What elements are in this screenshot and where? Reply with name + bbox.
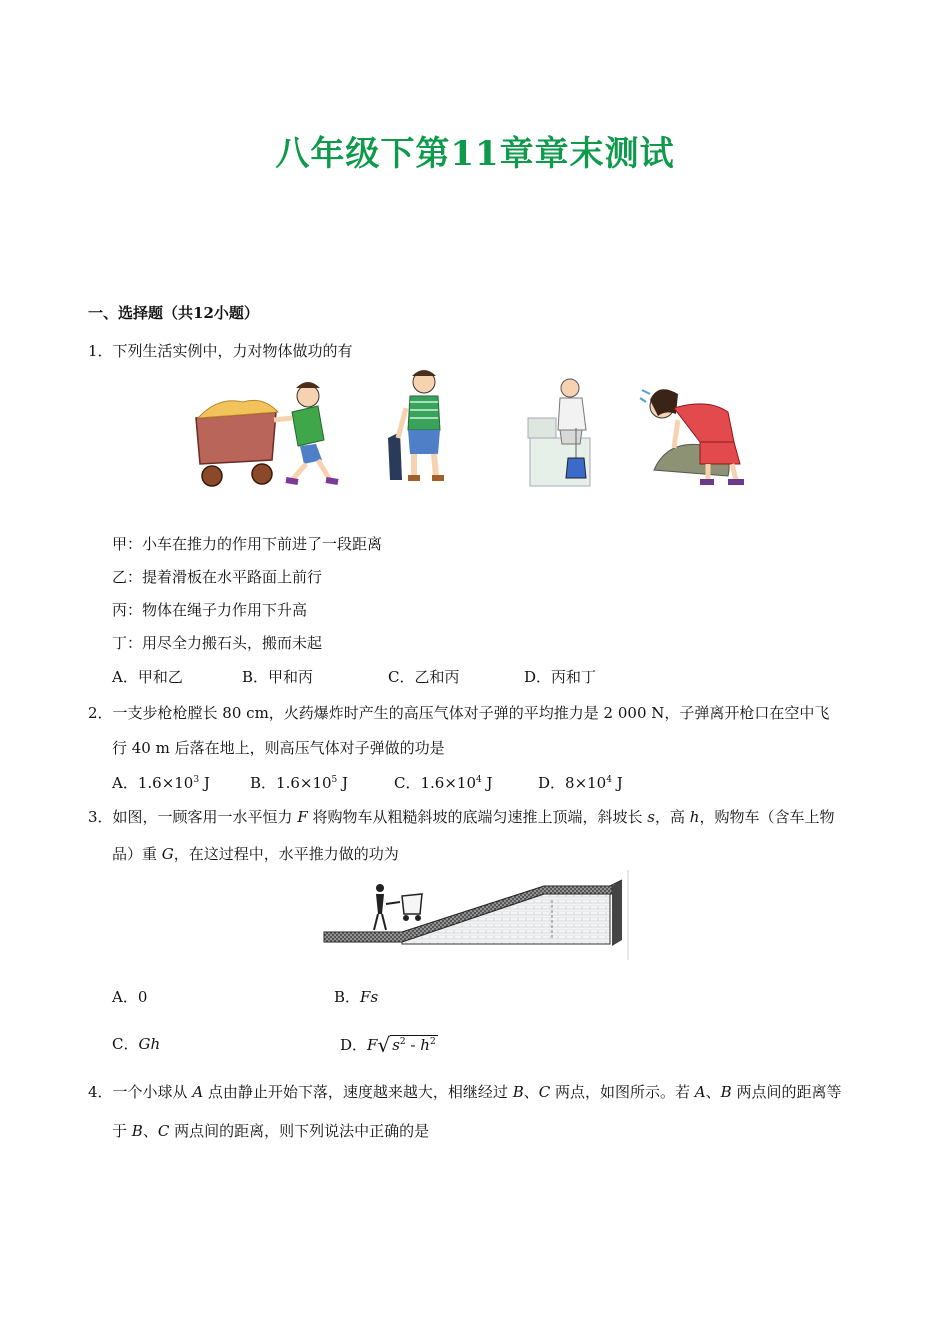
q2-stem-line1: 2．一支步枪枪膛长 80 cm，火药爆炸时产生的高压气体对子弹的平均推力是 2 000 N，子弹离开枪口在空中飞 bbox=[88, 704, 830, 722]
q1-item-ding: 丁：用尽全力搬石头，搬而未起 bbox=[112, 634, 323, 652]
q3-stem-line1: 3．如图，一顾客用一水平恒力 F 将购物车从粗糙斜坡的底端匀速推上顶端，斜坡长 s，高 h，购物车（含车上物 bbox=[88, 808, 835, 826]
q1-option-a: A．甲和乙 bbox=[112, 668, 183, 686]
q3-option-c: C．Gh bbox=[112, 1035, 161, 1053]
q1-illustrations bbox=[188, 368, 758, 492]
q3-option-d: D．F√ $s^2 - h^2$ bbox=[340, 1033, 436, 1057]
q3-ramp-figure bbox=[322, 870, 632, 962]
q1-item-bing: 丙：物体在绳子力作用下升高 bbox=[112, 601, 308, 619]
section-heading: 一、选择题（共12小题） bbox=[88, 304, 259, 322]
q4-stem-line1: 4．一个小球从 A 点由静止开始下落，速度越来越大，相继经过 B、C 两点，如图所示。若 A、B 两点间的距离等 bbox=[88, 1083, 842, 1101]
q3-stem-line2: 品）重 G，在这过程中，水平推力做的功为 bbox=[112, 845, 399, 863]
rope-lifting-figure bbox=[528, 379, 590, 486]
q4-stem-line2: 于 B、C 两点间的距离，则下列说法中正确的是 bbox=[112, 1122, 430, 1140]
q1-item-jia: 甲：小车在推力的作用下前进了一段距离 bbox=[112, 535, 383, 553]
q2-option-a: A．$1.6\times 10^3$ J bbox=[112, 774, 210, 792]
cart-pushing-figure bbox=[196, 382, 338, 486]
q3-option-b: B．Fs bbox=[334, 988, 379, 1006]
q1-stem: 1．下列生活实例中，力对物体做功的有 bbox=[88, 342, 353, 360]
skateboard-carrying-figure bbox=[388, 370, 444, 480]
q3-option-a: A．0 bbox=[112, 988, 148, 1006]
q2-stem-line2: 行 40 m 后落在地上，则高压气体对子弹做的功是 bbox=[112, 739, 445, 757]
q1-option-c: C．乙和丙 bbox=[388, 668, 460, 686]
q2-option-c: C．$1.6\times 10^4$ J bbox=[394, 774, 493, 792]
q1-option-b: B．甲和丙 bbox=[242, 668, 314, 686]
q2-option-d: D．$8\times 10^4$ J bbox=[538, 774, 623, 792]
q1-item-yi: 乙：提着滑板在水平路面上前行 bbox=[112, 568, 323, 586]
stone-lifting-figure bbox=[640, 389, 744, 482]
page-title: 八年级下第11章章末测试 bbox=[275, 134, 675, 174]
q2-option-b: B．$1.6\times 10^5$ J bbox=[250, 774, 349, 792]
q1-option-d: D．丙和丁 bbox=[524, 668, 597, 686]
